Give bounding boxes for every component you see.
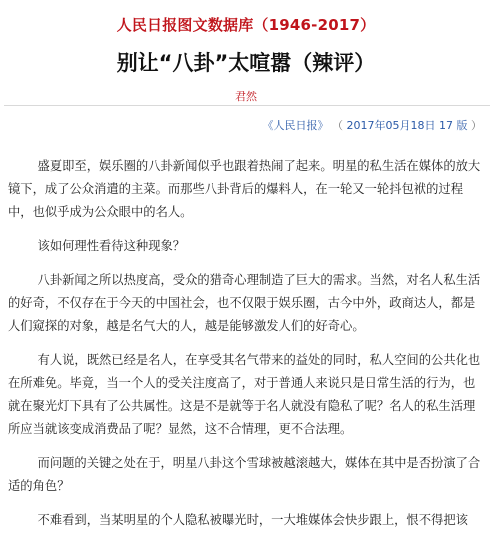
paragraph: 有人说，既然已经是名人，在享受其名气带来的益处的同时，私人空间的公共化也在所难免。毕竟，当一个人的受关注度高了，对于普通人来说只是日常生活的行为，也就在聚光灯下具有了公共属性。这是不是就等于名人就没有隐私了呢？名人的私生活理所应当就该变成消费品了呢？显然，这不合情理，更不合法理。 (8, 353, 481, 436)
paragraph: 该如何理性看待这种现象？ (37, 239, 186, 253)
database-title: 人民日报图文数据库（1946-2017） (116, 16, 376, 34)
source-line: 《人民日报》 （ 2017年05月18日 17 版 ） (262, 119, 482, 132)
source-page: 17 版 (439, 119, 468, 132)
article-author: 君然 (235, 90, 257, 103)
paragraph: 不难看到，当某明星的个人隐私被曝光时，一大堆媒体会快步跟上，恨不得把该 (37, 513, 468, 527)
article-title: 别让“八卦”太喧嚣（辣评） (116, 51, 376, 75)
paragraph: 而问题的关键之处在于，明星八卦这个雪球被越滚越大，媒体在其中是否扮演了合适的角色？ (8, 456, 481, 493)
article-body (8, 155, 484, 543)
source-date: 2017年05月18日 (346, 119, 436, 132)
source-publication-link[interactable]: 《人民日报》 (262, 119, 329, 132)
divider (4, 105, 490, 106)
paragraph: 盛夏即至，娱乐圈的八卦新闻似乎也跟着热闹了起来。明星的私生活在媒体的放大镜下，成了公众消遣的主菜。而那些八卦背后的爆料人，在一轮又一轮抖包袱的过程中，也似乎成为公众眼中的名人。 (8, 159, 481, 219)
paragraph: 八卦新闻之所以热度高，受众的猎奇心理制造了巨大的需求。当然，对名人私生活的好奇，不仅存在于今天的中国社会，也不仅限于娱乐圈，古今中外，政商达人，都是人们窥探的对象，越是名气大的人，越是能够激发人们的好奇心。 (8, 273, 481, 333)
